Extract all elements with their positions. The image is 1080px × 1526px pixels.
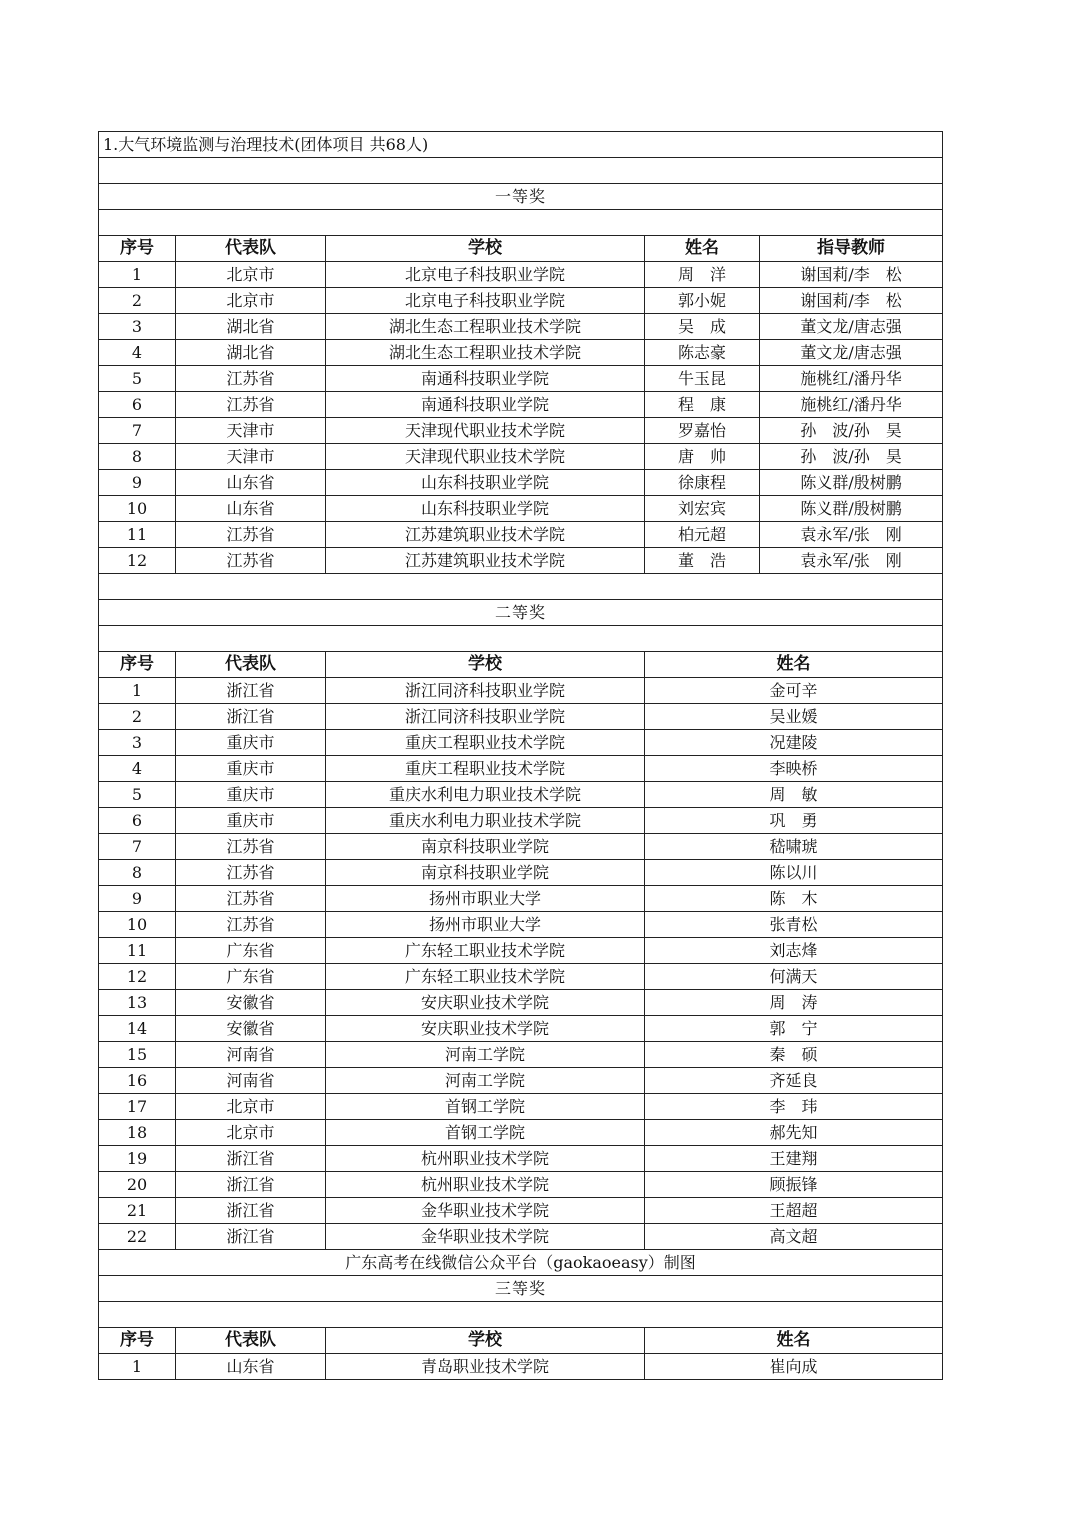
cell-team: 江苏省 — [176, 860, 326, 886]
cell-index: 11 — [99, 522, 176, 548]
cell-team: 重庆市 — [176, 730, 326, 756]
header-advisor: 指导教师 — [760, 236, 943, 262]
table-row — [99, 808, 943, 834]
cell-name: 齐延良 — [645, 1068, 943, 1094]
cell-name: 柏元超 — [645, 522, 760, 548]
award-table — [98, 131, 943, 1380]
cell-school: 南京科技职业学院 — [326, 834, 645, 860]
cell-school: 江苏建筑职业技术学院 — [326, 522, 645, 548]
blank-row — [99, 574, 943, 600]
cell-name: 顾振锋 — [645, 1172, 943, 1198]
cell-name: 周 涛 — [645, 990, 943, 1016]
blank-cell — [99, 626, 943, 652]
cell-school: 南通科技职业学院 — [326, 366, 645, 392]
table-row — [99, 1094, 943, 1120]
cell-name: 巩 勇 — [645, 808, 943, 834]
cell-index: 4 — [99, 756, 176, 782]
blank-cell — [99, 574, 943, 600]
table-row — [99, 756, 943, 782]
cell-team: 北京市 — [176, 1094, 326, 1120]
table-row — [99, 834, 943, 860]
table-row — [99, 444, 943, 470]
table-row — [99, 1068, 943, 1094]
cell-name: 陈 木 — [645, 886, 943, 912]
first-prize-label-row — [99, 184, 943, 210]
cell-name: 牛玉昆 — [645, 366, 760, 392]
cell-index: 8 — [99, 860, 176, 886]
cell-team: 湖北省 — [176, 314, 326, 340]
cell-name: 金可辛 — [645, 678, 943, 704]
cell-team: 江苏省 — [176, 834, 326, 860]
cell-name: 郭 宁 — [645, 1016, 943, 1042]
cell-name: 徐康程 — [645, 470, 760, 496]
first-prize-label: 一等奖 — [99, 184, 943, 210]
cell-school: 南通科技职业学院 — [326, 392, 645, 418]
cell-school: 天津现代职业技术学院 — [326, 418, 645, 444]
cell-team: 江苏省 — [176, 522, 326, 548]
header-team: 代表队 — [176, 1328, 326, 1354]
cell-team: 浙江省 — [176, 678, 326, 704]
header-school: 学校 — [326, 236, 645, 262]
cell-school: 杭州职业技术学院 — [326, 1146, 645, 1172]
cell-school: 安庆职业技术学院 — [326, 1016, 645, 1042]
header-team: 代表队 — [176, 236, 326, 262]
header-school: 学校 — [326, 652, 645, 678]
cell-advisor: 孙 波/孙 昊 — [760, 444, 943, 470]
cell-name: 李 玮 — [645, 1094, 943, 1120]
cell-name: 周 敏 — [645, 782, 943, 808]
cell-team: 重庆市 — [176, 808, 326, 834]
cell-school: 安庆职业技术学院 — [326, 990, 645, 1016]
header-name: 姓名 — [645, 1328, 943, 1354]
third-prize-label: 三等奖 — [99, 1276, 943, 1302]
cell-advisor: 陈义群/殷树鹏 — [760, 470, 943, 496]
cell-team: 北京市 — [176, 262, 326, 288]
cell-school: 重庆工程职业技术学院 — [326, 756, 645, 782]
cell-name: 吴业媛 — [645, 704, 943, 730]
cell-team: 重庆市 — [176, 756, 326, 782]
cell-school: 广东轻工职业技术学院 — [326, 938, 645, 964]
blank-row — [99, 1302, 943, 1328]
cell-index: 17 — [99, 1094, 176, 1120]
cell-school: 湖北生态工程职业技术学院 — [326, 340, 645, 366]
cell-index: 15 — [99, 1042, 176, 1068]
cell-index: 2 — [99, 704, 176, 730]
cell-school: 首钢工学院 — [326, 1120, 645, 1146]
cell-index: 19 — [99, 1146, 176, 1172]
cell-team: 山东省 — [176, 470, 326, 496]
cell-advisor: 陈义群/殷树鹏 — [760, 496, 943, 522]
cell-team: 江苏省 — [176, 366, 326, 392]
cell-school: 金华职业技术学院 — [326, 1224, 645, 1250]
cell-team: 浙江省 — [176, 704, 326, 730]
cell-team: 江苏省 — [176, 886, 326, 912]
cell-index: 1 — [99, 262, 176, 288]
cell-school: 浙江同济科技职业学院 — [326, 704, 645, 730]
table-row — [99, 262, 943, 288]
header-index: 序号 — [99, 1328, 176, 1354]
cell-name: 张青松 — [645, 912, 943, 938]
cell-school: 杭州职业技术学院 — [326, 1172, 645, 1198]
cell-index: 9 — [99, 886, 176, 912]
cell-team: 浙江省 — [176, 1146, 326, 1172]
table-row — [99, 288, 943, 314]
header-name: 姓名 — [645, 236, 760, 262]
second-prize-label: 二等奖 — [99, 600, 943, 626]
table-row — [99, 938, 943, 964]
table-row — [99, 314, 943, 340]
cell-index: 2 — [99, 288, 176, 314]
cell-school: 重庆水利电力职业技术学院 — [326, 782, 645, 808]
cell-team: 山东省 — [176, 496, 326, 522]
cell-advisor: 施桃红/潘丹华 — [760, 366, 943, 392]
table-row — [99, 496, 943, 522]
cell-advisor: 谢国莉/李 松 — [760, 262, 943, 288]
header-school: 学校 — [326, 1328, 645, 1354]
cell-school: 扬州市职业大学 — [326, 912, 645, 938]
table-row — [99, 990, 943, 1016]
cell-team: 安徽省 — [176, 1016, 326, 1042]
cell-index: 18 — [99, 1120, 176, 1146]
cell-index: 1 — [99, 1354, 176, 1380]
header-row — [99, 1328, 943, 1354]
cell-team: 北京市 — [176, 1120, 326, 1146]
table-row — [99, 886, 943, 912]
cell-team: 浙江省 — [176, 1224, 326, 1250]
cell-index: 4 — [99, 340, 176, 366]
table-row — [99, 548, 943, 574]
cell-index: 7 — [99, 418, 176, 444]
cell-name: 郭小妮 — [645, 288, 760, 314]
cell-index: 10 — [99, 496, 176, 522]
cell-team: 天津市 — [176, 444, 326, 470]
cell-name: 况建陵 — [645, 730, 943, 756]
cell-advisor: 袁永军/张 刚 — [760, 522, 943, 548]
cell-name: 刘志烽 — [645, 938, 943, 964]
cell-school: 北京电子科技职业学院 — [326, 288, 645, 314]
cell-name: 何满天 — [645, 964, 943, 990]
cell-name: 郝先知 — [645, 1120, 943, 1146]
table-row — [99, 1042, 943, 1068]
cell-name: 高文超 — [645, 1224, 943, 1250]
table-row — [99, 964, 943, 990]
cell-index: 6 — [99, 808, 176, 834]
cell-name: 秦 硕 — [645, 1042, 943, 1068]
table-row — [99, 366, 943, 392]
cell-school: 重庆工程职业技术学院 — [326, 730, 645, 756]
cell-index: 16 — [99, 1068, 176, 1094]
cell-advisor: 施桃红/潘丹华 — [760, 392, 943, 418]
cell-name: 刘宏宾 — [645, 496, 760, 522]
cell-index: 3 — [99, 730, 176, 756]
table-row — [99, 1016, 943, 1042]
table-row — [99, 340, 943, 366]
cell-index: 13 — [99, 990, 176, 1016]
cell-name: 陈志豪 — [645, 340, 760, 366]
cell-name: 唐 帅 — [645, 444, 760, 470]
table-row — [99, 1198, 943, 1224]
cell-school: 扬州市职业大学 — [326, 886, 645, 912]
cell-advisor: 董文龙/唐志强 — [760, 314, 943, 340]
cell-team: 广东省 — [176, 938, 326, 964]
cell-team: 山东省 — [176, 1354, 326, 1380]
cell-team: 重庆市 — [176, 782, 326, 808]
cell-school: 首钢工学院 — [326, 1094, 645, 1120]
cell-index: 1 — [99, 678, 176, 704]
cell-name: 崔向成 — [645, 1354, 943, 1380]
cell-index: 3 — [99, 314, 176, 340]
header-row — [99, 236, 943, 262]
cell-index: 5 — [99, 366, 176, 392]
cell-name: 吴 成 — [645, 314, 760, 340]
table-row — [99, 1120, 943, 1146]
cell-name: 陈以川 — [645, 860, 943, 886]
blank-row — [99, 158, 943, 184]
cell-index: 14 — [99, 1016, 176, 1042]
blank-row — [99, 626, 943, 652]
cell-name: 周 洋 — [645, 262, 760, 288]
cell-index: 10 — [99, 912, 176, 938]
cell-index: 8 — [99, 444, 176, 470]
table-row — [99, 1172, 943, 1198]
cell-advisor: 袁永军/张 刚 — [760, 548, 943, 574]
cell-name: 王建翔 — [645, 1146, 943, 1172]
cell-school: 青岛职业技术学院 — [326, 1354, 645, 1380]
cell-school: 江苏建筑职业技术学院 — [326, 548, 645, 574]
cell-school: 河南工学院 — [326, 1042, 645, 1068]
cell-name: 程 康 — [645, 392, 760, 418]
cell-index: 21 — [99, 1198, 176, 1224]
table-row — [99, 860, 943, 886]
cell-index: 12 — [99, 964, 176, 990]
header-index: 序号 — [99, 652, 176, 678]
table-title: 1.大气环境监测与治理技术(团体项目 共68人) — [99, 132, 943, 158]
cell-school: 浙江同济科技职业学院 — [326, 678, 645, 704]
table-row — [99, 470, 943, 496]
cell-index: 7 — [99, 834, 176, 860]
cell-name: 罗嘉怡 — [645, 418, 760, 444]
title-row — [99, 132, 943, 158]
cell-index: 22 — [99, 1224, 176, 1250]
cell-team: 安徽省 — [176, 990, 326, 1016]
table-row — [99, 912, 943, 938]
cell-index: 11 — [99, 938, 176, 964]
cell-advisor: 谢国莉/李 松 — [760, 288, 943, 314]
cell-index: 5 — [99, 782, 176, 808]
cell-team: 河南省 — [176, 1068, 326, 1094]
cell-school: 广东轻工职业技术学院 — [326, 964, 645, 990]
cell-name: 嵇啸琥 — [645, 834, 943, 860]
third-prize-label-row — [99, 1276, 943, 1302]
cell-school: 重庆水利电力职业技术学院 — [326, 808, 645, 834]
cell-name: 董 浩 — [645, 548, 760, 574]
cell-team: 浙江省 — [176, 1172, 326, 1198]
table-row — [99, 418, 943, 444]
table-row — [99, 730, 943, 756]
cell-school: 河南工学院 — [326, 1068, 645, 1094]
cell-school: 天津现代职业技术学院 — [326, 444, 645, 470]
cell-team: 浙江省 — [176, 1198, 326, 1224]
header-name: 姓名 — [645, 652, 943, 678]
cell-team: 广东省 — [176, 964, 326, 990]
table-row — [99, 522, 943, 548]
header-row — [99, 652, 943, 678]
table-row — [99, 704, 943, 730]
cell-school: 南京科技职业学院 — [326, 860, 645, 886]
cell-index: 6 — [99, 392, 176, 418]
cell-school: 山东科技职业学院 — [326, 470, 645, 496]
cell-team: 北京市 — [176, 288, 326, 314]
cell-team: 江苏省 — [176, 548, 326, 574]
blank-row — [99, 210, 943, 236]
cell-school: 北京电子科技职业学院 — [326, 262, 645, 288]
table-row — [99, 1354, 943, 1380]
cell-advisor: 孙 波/孙 昊 — [760, 418, 943, 444]
cell-name: 王超超 — [645, 1198, 943, 1224]
table-row — [99, 782, 943, 808]
blank-cell — [99, 158, 943, 184]
header-index: 序号 — [99, 236, 176, 262]
table-row — [99, 1224, 943, 1250]
cell-team: 天津市 — [176, 418, 326, 444]
cell-school: 湖北生态工程职业技术学院 — [326, 314, 645, 340]
cell-name: 李映桥 — [645, 756, 943, 782]
cell-school: 山东科技职业学院 — [326, 496, 645, 522]
watermark-text-row — [99, 1250, 943, 1276]
cell-team: 湖北省 — [176, 340, 326, 366]
watermark-text: 广东高考在线微信公众平台（gaokaoeasy）制图 — [99, 1250, 943, 1276]
cell-advisor: 董文龙/唐志强 — [760, 340, 943, 366]
table-row — [99, 678, 943, 704]
second-prize-label-row — [99, 600, 943, 626]
cell-team: 江苏省 — [176, 912, 326, 938]
table-row — [99, 392, 943, 418]
cell-index: 9 — [99, 470, 176, 496]
header-team: 代表队 — [176, 652, 326, 678]
cell-team: 河南省 — [176, 1042, 326, 1068]
cell-index: 20 — [99, 1172, 176, 1198]
blank-cell — [99, 1302, 943, 1328]
cell-team: 江苏省 — [176, 392, 326, 418]
cell-school: 金华职业技术学院 — [326, 1198, 645, 1224]
blank-cell — [99, 210, 943, 236]
table-row — [99, 1146, 943, 1172]
cell-index: 12 — [99, 548, 176, 574]
